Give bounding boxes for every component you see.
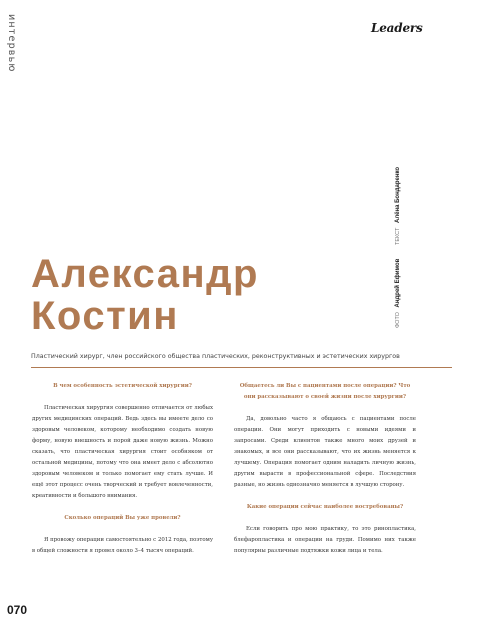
divider [31,367,452,368]
question: Общаетесь ли Вы с пациентами после операции? Что они рассказывают о своей жизни после хирургии? [239,383,411,400]
question: Сколько операций Вы уже провели? [64,515,181,521]
photo-credit-name: Андрей Ефимов [395,258,401,308]
page-number: 070 [7,603,28,617]
section-label: интервью [6,14,17,73]
answer: Я провожу операции самостоятельно с 2012 года, поэтому в общей сложности я провел около 3–4 тысяч операций. [32,537,213,554]
right-column [234,381,416,568]
answer: Пластическая хирургия совершенно отличается от любых других медицинских операций. Ведь здесь вы имеете дело со здоровым человеком, которому необходимо создать новую форму, новую внешность и порой даже новую жизнь. Можно сказать, что пластическая хирургия стоит особняком от остальной медицины, потому что она имеет дело с абсолютно здоровым человеком и только помогает ему стать лучше. И ещё этот процесс очень творческий и требует вовлеченности, креативности и большого внимания. [32,405,213,499]
title-first-name: Александр [31,252,259,296]
text-credit-name: Алёна Бондаренко [395,166,401,224]
left-column [32,381,213,568]
magazine-logo: Leaders [371,21,423,35]
credits [395,155,401,328]
answer: Если говорить про мою практику, то это ринопластика, блефаропластика и операции на груди. Помимо них также популярны различные подтяжки кожи лица и тела. [234,526,416,554]
article-subtitle: Пластический хирург, член российского общества пластических, реконструктивных и эстетических хирургов [31,353,400,360]
photo-credit-label: ФОТО [395,312,401,328]
article-title [31,253,259,337]
answer: Да, довольно часто я общаюсь с пациентами после операции. Они могут приходить с новыми идеями и запросами. Среди клиентов также много моих друзей и знакомых, и все они рассказывают, что их жизнь меняется к лучшему. Операция помогает одним наладить личную жизнь, другим вырасти в профессиональной сфере. Последствия разные, но жизнь однозначно меняется в лучшую сторону. [234,416,416,488]
question: Какие операции сейчас наиболее востребованы? [246,504,404,510]
text-credit-label: ТЕКСТ [395,227,401,246]
question: В чем особенность эстетической хирургии? [53,383,192,389]
title-last-name: Костин [31,294,179,338]
